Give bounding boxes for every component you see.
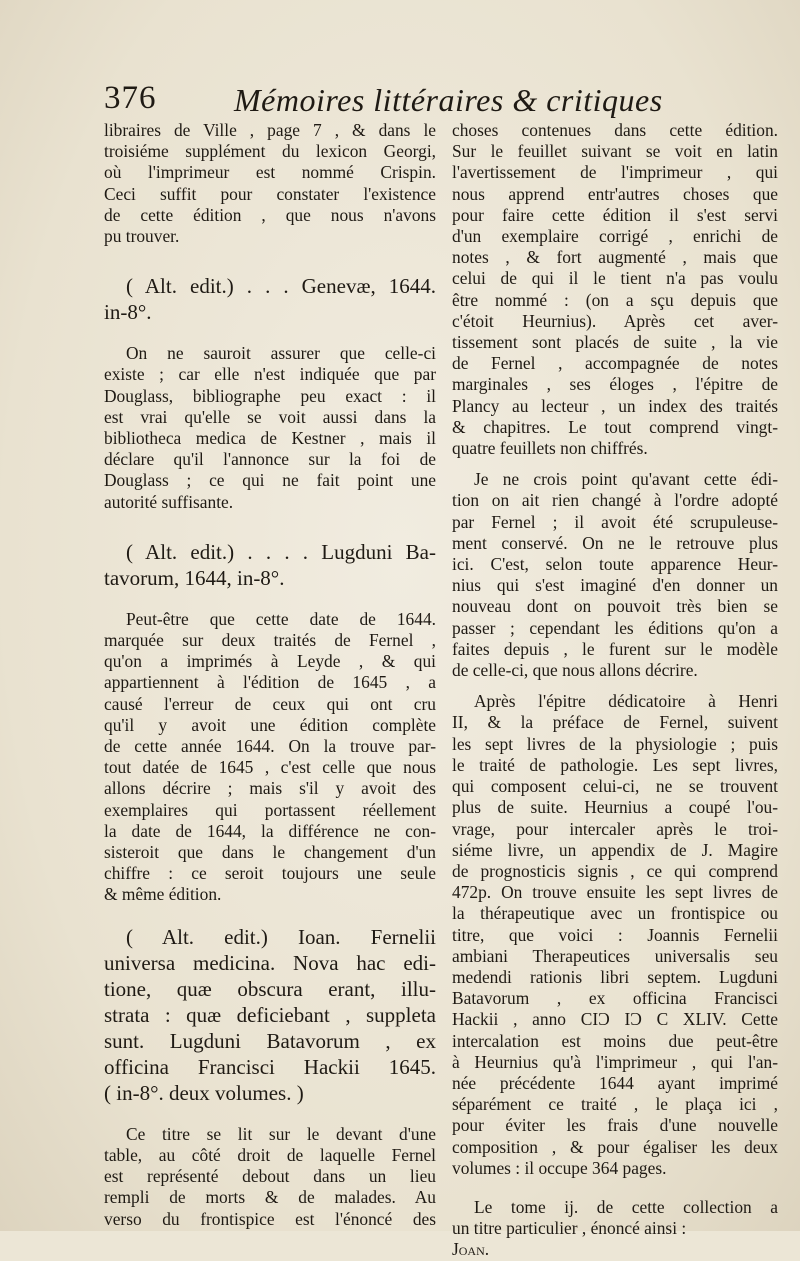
- text-line: Peut-être que cette date de 1644.: [126, 608, 436, 629]
- text-line: Ce titre se lit sur le devant d'une: [126, 1123, 436, 1144]
- text-line: existe ; car elle n'est indiquée que par: [104, 364, 436, 385]
- text-line: nous apprend entr'autres choses que: [452, 183, 778, 204]
- heading-line: sunt. Lugduni Batavorum , ex: [104, 1028, 436, 1053]
- text-line: marquée sur deux traités de Fernel ,: [104, 630, 436, 651]
- text-line: appartiennent à l'édition de 1645 , a: [104, 672, 436, 693]
- text-line: tout datée de 1645 , c'est celle que nous: [104, 757, 436, 778]
- text-line: exemplaires qui portassent réellement: [104, 799, 436, 820]
- text-line: marginales , ses éloges , l'épitre de: [452, 374, 778, 395]
- edition-heading: [104, 273, 436, 325]
- text-line: ici. C'est, selon toute apparence Heur-: [452, 554, 778, 575]
- text-line: plus de suite. Heurnius a coupé l'ou-: [452, 797, 778, 818]
- text-line: rempli de morts & de malades. Au: [104, 1187, 436, 1208]
- text-line: est représenté debout dans un lieu: [104, 1166, 436, 1187]
- catchword: Joan.: [452, 1239, 490, 1260]
- text-line: ment conservé. On ne le retrouve plus: [452, 532, 778, 553]
- text-line: l'avertissement de l'imprimeur , qui: [452, 162, 778, 183]
- paragraph: [452, 120, 778, 459]
- text-line: pour faire cette édition il s'est servi: [452, 204, 778, 225]
- heading-line: officina Francisci Hackii 1645.: [104, 1054, 436, 1079]
- text-line: Sur le feuillet suivant se voit en latin: [452, 141, 778, 162]
- text-line: qui composent celui-ci, ne se trouvent: [452, 776, 778, 797]
- right-column: [452, 120, 778, 1261]
- text-line: tion on ait rien changé à l'ordre adopté: [452, 490, 778, 511]
- text-line: & chapitres. Le tout comprend vingt-: [452, 416, 778, 437]
- text-line: déclare qu'il l'annonce sur la foi de: [104, 449, 436, 470]
- heading-line: tavorum, 1644, in-8°.: [104, 565, 285, 590]
- heading-line: ( Alt. edit.) . . . Genevæ, 1644.: [126, 274, 436, 299]
- heading-line: ( Alt. edit.) Ioan. Fernelii: [126, 924, 436, 949]
- text-line: Je ne crois point qu'avant cette édi-: [474, 469, 778, 490]
- text-line: Après l'épitre dédicatoire à Henri: [474, 691, 778, 712]
- page-number: 376: [104, 80, 157, 116]
- text-line: qu'on a imprimés à Leyde , & qui: [104, 651, 436, 672]
- text-line: causé l'erreur de ceux qui ont cru: [104, 693, 436, 714]
- text-line: vrage, pour intercaler après le troi-: [452, 818, 778, 839]
- text-line: celui de qui il le tient n'a pas voulu: [452, 268, 778, 289]
- running-title: Mémoires littéraires & critiques: [234, 82, 663, 118]
- text-line: ambiani Therapeutices universalis seu: [452, 945, 778, 966]
- text-line: un titre particulier , énoncé ainsi :: [452, 1218, 687, 1239]
- text-line: allons décrire ; mais s'il y avoit des: [104, 778, 436, 799]
- text-line: pu trouver.: [104, 226, 180, 247]
- text-line: medendi rationis libri septem. Lugduni: [452, 966, 778, 987]
- text-line: le traité de pathologie. Les sept livres,: [452, 754, 778, 775]
- text-line: Batavorum , ex officina Francisci: [452, 988, 778, 1009]
- heading-line: in-8°.: [104, 300, 152, 325]
- text-line: composition , & pour égaliser les deux: [452, 1136, 778, 1157]
- text-line: d'un exemplaire corrigé , enrichi de: [452, 226, 778, 247]
- text-line: passer ; cependant les éditions qu'on a: [452, 617, 778, 638]
- text-line: titre, que voici : Joannis Fernelii: [452, 924, 778, 945]
- text-line: les sept livres de la physiologie ; puis: [452, 733, 778, 754]
- text-line: choses contenues dans cette édition.: [452, 120, 778, 140]
- text-line: intercalation est moins due peut-être: [452, 1030, 778, 1051]
- text-line: & même édition.: [104, 884, 222, 905]
- text-line: Douglass, bibliographe peu exact : il: [104, 385, 436, 406]
- edition-heading: [104, 539, 436, 591]
- text-line: à Heurnius qu'à l'imprimeur , qui l'an-: [452, 1051, 778, 1072]
- paragraph: [452, 691, 778, 1179]
- text-line: séparément ce traité , le plaça ici ,: [452, 1094, 778, 1115]
- text-line: la thérapeutique avec un frontispice ou: [452, 903, 778, 924]
- text-line: par Fernel ; il avoit été scrupuleuse-: [452, 511, 778, 532]
- heading-line: strata : quæ deficiebant , suppleta: [104, 1002, 436, 1027]
- text-line: Le tome ij. de cette collection a: [474, 1196, 778, 1217]
- paragraph: [104, 1124, 436, 1230]
- text-line: c'étoit Heurnius). Après cet aver-: [452, 310, 778, 331]
- paragraph: [452, 469, 778, 681]
- paragraph: [104, 120, 436, 247]
- paragraph: [104, 343, 436, 513]
- text-line: Ceci suffit pour constater l'existence: [104, 183, 436, 204]
- text-line: verso du frontispice est l'énoncé des: [104, 1208, 436, 1229]
- heading-line: tione, quæ obscura erant, illu-: [104, 976, 436, 1001]
- text-line: faites depuis , le furent sur le modèle: [452, 638, 778, 659]
- heading-line: ( Alt. edit.) . . . . Lugduni Ba-: [126, 539, 436, 564]
- text-line: On ne sauroit assurer que celle-ci: [126, 343, 436, 364]
- text-line: la date de 1644, la différence ne con-: [104, 820, 436, 841]
- paragraph: [104, 609, 436, 906]
- text-line: de prognosticis signis , ce qui comprend: [452, 860, 778, 881]
- heading-line: universa medicina. Nova hac edi-: [104, 950, 436, 975]
- paragraph: [452, 1197, 778, 1239]
- text-line: nius qui s'est imaginé d'en donner un: [452, 575, 778, 596]
- text-line: Douglass ; ce qui ne fait point une: [104, 470, 436, 491]
- text-line: pour éviter les frais d'une nouvelle: [452, 1115, 778, 1136]
- text-line: troisiéme supplément du lexicon Georgi,: [104, 141, 436, 162]
- text-line: de Fernel , accompagnée de notes: [452, 353, 778, 374]
- text-line: être nommé : (on a sçu depuis que: [452, 289, 778, 310]
- heading-line: ( in-8°. deux volumes. ): [104, 1080, 304, 1105]
- left-column: [104, 120, 436, 1230]
- text-line: 472p. On trouve ensuite les sept livres de: [452, 882, 778, 903]
- text-line: tissement sont placés de suite , la vie: [452, 332, 778, 353]
- edition-heading: [104, 924, 436, 1106]
- text-line: bibliotheca medica de Kestner , mais il: [104, 428, 436, 449]
- text-line: sisteroit que dans le changement d'un: [104, 842, 436, 863]
- text-line: qu'il y avoit une édition complète: [104, 714, 436, 735]
- text-line: chiffre : ce seroit toujours une seule: [104, 863, 436, 884]
- text-line: quatre feuillets non chiffrés.: [452, 438, 648, 459]
- text-line: née précédente 1644 ayant imprimé: [452, 1072, 778, 1093]
- text-line: siéme livre, un appendix de J. Magire: [452, 839, 778, 860]
- text-line: nouveau dont on pouvoit très bien se: [452, 596, 778, 617]
- text-line: notes , & fort augmenté , mais que: [452, 247, 778, 268]
- text-line: Hackii , anno CIƆ IƆ C XLIV. Cette: [452, 1009, 778, 1030]
- text-line: de cette édition , que nous n'avons: [104, 204, 436, 225]
- text-line: volumes : il occupe 364 pages.: [452, 1157, 667, 1178]
- text-line: II, & la préface de Fernel, suivent: [452, 712, 778, 733]
- text-line: est vrai qu'elle se voit aussi dans la: [104, 406, 436, 427]
- text-line: libraires de Ville , page 7 , & dans le: [104, 120, 436, 140]
- text-line: table, au côté droit de laquelle Fernel: [104, 1144, 436, 1165]
- text-line: de cette année 1644. On la trouve par-: [104, 736, 436, 757]
- text-line: où l'imprimeur est nommé Crispin.: [104, 162, 436, 183]
- text-line: autorité suffisante.: [104, 491, 234, 512]
- text-line: Plancy au lecteur , un index des traités: [452, 395, 778, 416]
- text-line: de celle-ci, que nous allons décrire.: [452, 660, 698, 681]
